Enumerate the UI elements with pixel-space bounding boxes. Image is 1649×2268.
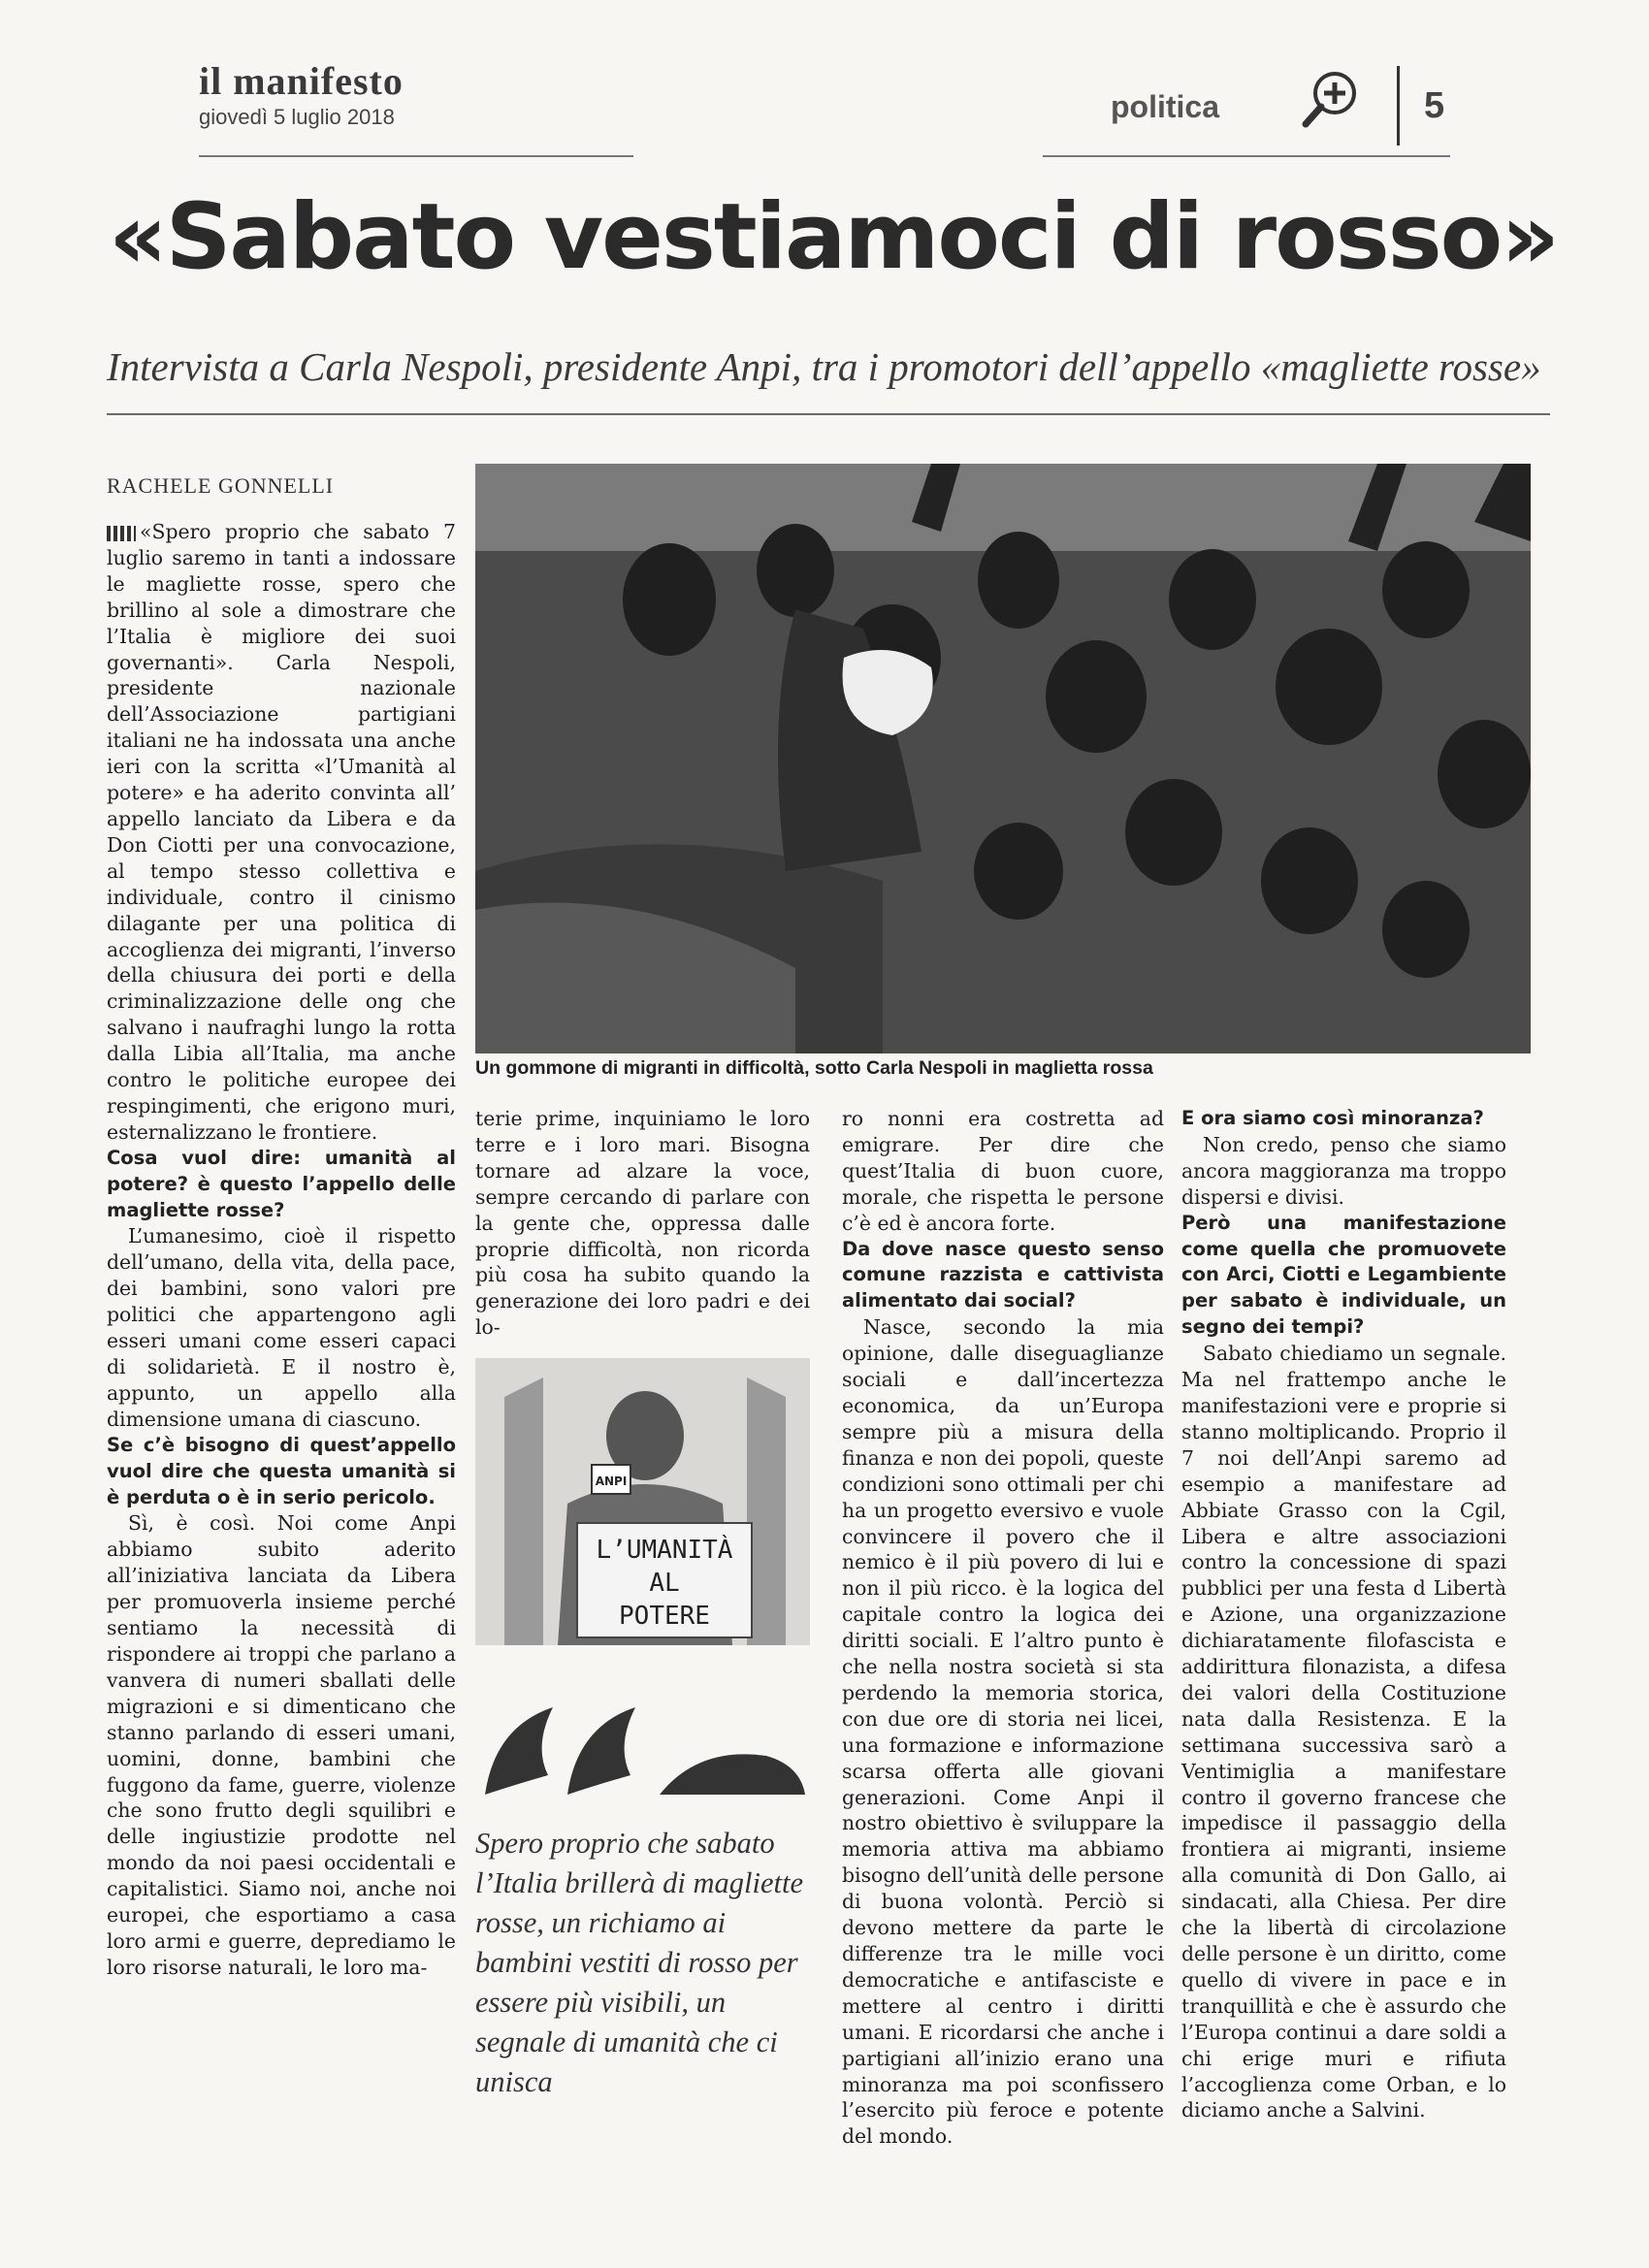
anpi-badge: ANPI [595,1474,628,1488]
article-column-2 [475,1106,810,1340]
section-label: politica [1111,89,1220,124]
pull-quote: Spero proprio che sabato l’Italia brillerà di magliette rosse, un richiamo ai bambini vestiti di rosso per essere più visibili, un segnale di umanità che ci unisca [475,1827,804,2098]
byline: RACHELE GONNELLI [107,473,335,498]
interview-question: E ora siamo così minoranza? [1181,1107,1484,1129]
header-rule-right [1043,155,1450,157]
interview-question: Se c’è bisogno di quest’appello vuol dire che questa umanità si è perduta o è in serio pericolo. [107,1433,456,1508]
sign-line-1: L’UMANITÀ [596,1536,733,1565]
paragraph: «Spero proprio che sabato 7 luglio saremo in tanti a indossare le magliette rosse, spero che brillino al sole a dimostrare che l’Italia è migliore dei suoi governanti». Carla Nespoli, presidente nazionale dell’Associazione partigiani italiani ne ha indossata una anche ieri con la scritta «l’Umanità al potere» e ha aderito convinta all’ appello lanciato da Libera e da Don Ciotti per una convocazione, al tempo stesso collettiva e individuale, contro il cinismo dilagante per una politica di accoglienza dei migranti, l’inverso della chiusura dei porti e della criminalizzazione delle ong che salvano i naufraghi lungo la rotta dalla Libia all’Italia, ma anche contro le politiche europee dei respingimenti, che erigono muri, esternalizzano le frontiere. [107,520,456,1144]
zoom-plus-icon [1300,68,1362,130]
interview-question: Però una manifestazione come quella che promuovete con Arci, Ciotti e Legambiente per sabato è individuale, un segno dei tempi? [1181,1211,1506,1339]
header-divider [1397,66,1400,146]
masthead: il manifesto [199,59,404,103]
paragraph: L’umanesimo, cioè il rispetto dell’umano, della vita, della pace, dei bambini, sono valori pre politici che appartengono agli esseri umani come esseri capaci di solidarietà. E il nostro è, appunto, un appello alla dimensione umana di ciascuno. [107,1224,456,1431]
paragraph: ro nonni era costretta ad emigrare. Per dire che quest’Italia di buon cuore, morale, che rispetta le persone c’è ed è ancora forte. [842,1107,1164,1235]
paragraph: terie prime, inquiniamo le loro terre e i loro mari. Bisogna tornare ad alzare la voce, sempre cercando di parlare con la gente che, oppressa dalle proprie difficoltà, non ricorda più cosa ha subito quando la generazione dei loro padri e dei lo- [475,1107,810,1340]
paragraph: Sì, è così. Noi come Anpi abbiamo subito aderito all’iniziativa lanciata da Libera per promuoverla insieme perché sentiamo la necessità di rispondere ai troppi che parlano a vanvera di numeri sballati delle migrazioni e si dimenticano che stanno parlando di esseri umani, uomini, donne, bambini che fuggono da fame, guerre, violenze che sono frutto degli squilibri e delle ingiustizie prodotte nel mondo da noi paesi occidentali e capitalistici. Siamo noi, anche noi europei, che esportiamo a casa loro armi e guerre, deprediamo le loro risorse naturali, le loro ma- [107,1511,456,1979]
subheadline: Intervista a Carla Nespoli, presidente Anpi, tra i promotori dell’appello «magliette rosse» [107,344,1541,389]
portrait-image [475,1358,810,1645]
sign-line-3: POTERE [619,1602,710,1631]
headline: «Sabato vestiamoci di rosso» [109,184,1558,290]
header-rule-left [199,155,633,157]
article-column-4 [1181,1106,1506,2192]
paragraph-marker-icon [107,526,136,541]
paragraph: Non credo, penso che siamo ancora maggioranza ma troppo dispersi e divisi. [1181,1132,1506,1209]
interview-question: Da dove nasce questo senso comune razzista e cattivista alimentato dai social? [842,1237,1164,1312]
quote-mark-icon [475,1688,810,1804]
subhead-rule [107,413,1550,415]
sign-line-2: AL [649,1569,680,1598]
paragraph: Sabato chiediamo un segnale. Ma nel frattempo anche le manifestazioni vere e proprie si stanno moltiplicando. Proprio il 7 noi dell’Anpi saremo ad esempio a manifestare ad Abbiate Grasso con la Cgil, Libera e altre associazioni contro la concessione di spazi pubblici per una festa d Libertà e Azione, una organizzazione dichiaratamente filofascista e addirittura filonazista, a difesa dei valori della Costituzione nata dalla Resistenza. E la settimana successiva sarò a Ventimiglia a manifestare contro il governo francese che impedisce il passaggio della frontiera ai migranti, insieme alla comunità di Don Gallo, ai sindacati, alla Chiesa. Per dire che la libertà di circolazione delle persone è un diritto, come quello di vivere in pace e in tranquillità e che è assurdo che l’Europa continui a dare soldi a chi erige muri e rifiuta l’accoglienza come Orban, e lo diciamo anche a Salvini. [1181,1342,1506,2122]
article-column-1 [107,519,456,2192]
nespoli-portrait-photo [475,1358,810,1645]
page-number: 5 [1424,85,1445,126]
issue-date: giovedì 5 luglio 2018 [199,105,395,129]
paragraph: Nasce, secondo la mia opinione, dalle diseguaglianze sociali e dall’incertezza economica, da un’Europa sempre più a misura della finanza e non dei popoli, queste condizioni sono ottimali per chi ha un progetto eversivo e vuole convincere il povero che il nemico è il più povero di lui e non il più ricco. è la logica del capitale contro la logica dei diritti sociali. E l’altro punto è che nella nostra società si sta perdendo la memoria storica, con due ore di storia nei licei, una formazione e informazione scarsa offerta alle giovani generazioni. Come Anpi il nostro obiettivo è sviluppare la memoria attiva ma abbiamo bisogno dell’unità delle persone di buona volontà. Perciò si devono mettere da parte le differenze tra le mille voci democratiche e antifasciste e mettere al centro i diritti umani. E ricordarsi che anche i partigiani all’inizio erano una minoranza ma poi sconfissero l’esercito più feroce e potente del mondo. [842,1315,1164,2149]
photo-image [475,464,1531,1053]
interview-question: Cosa vuol dire: umanità al potere? è questo l’appello delle magliette rosse? [107,1146,456,1221]
article-column-3 [842,1106,1164,2192]
photo-caption: Un gommone di migranti in difficoltà, sotto Carla Nespoli in maglietta rossa [475,1057,1153,1079]
migrants-boat-photo [475,464,1531,1053]
